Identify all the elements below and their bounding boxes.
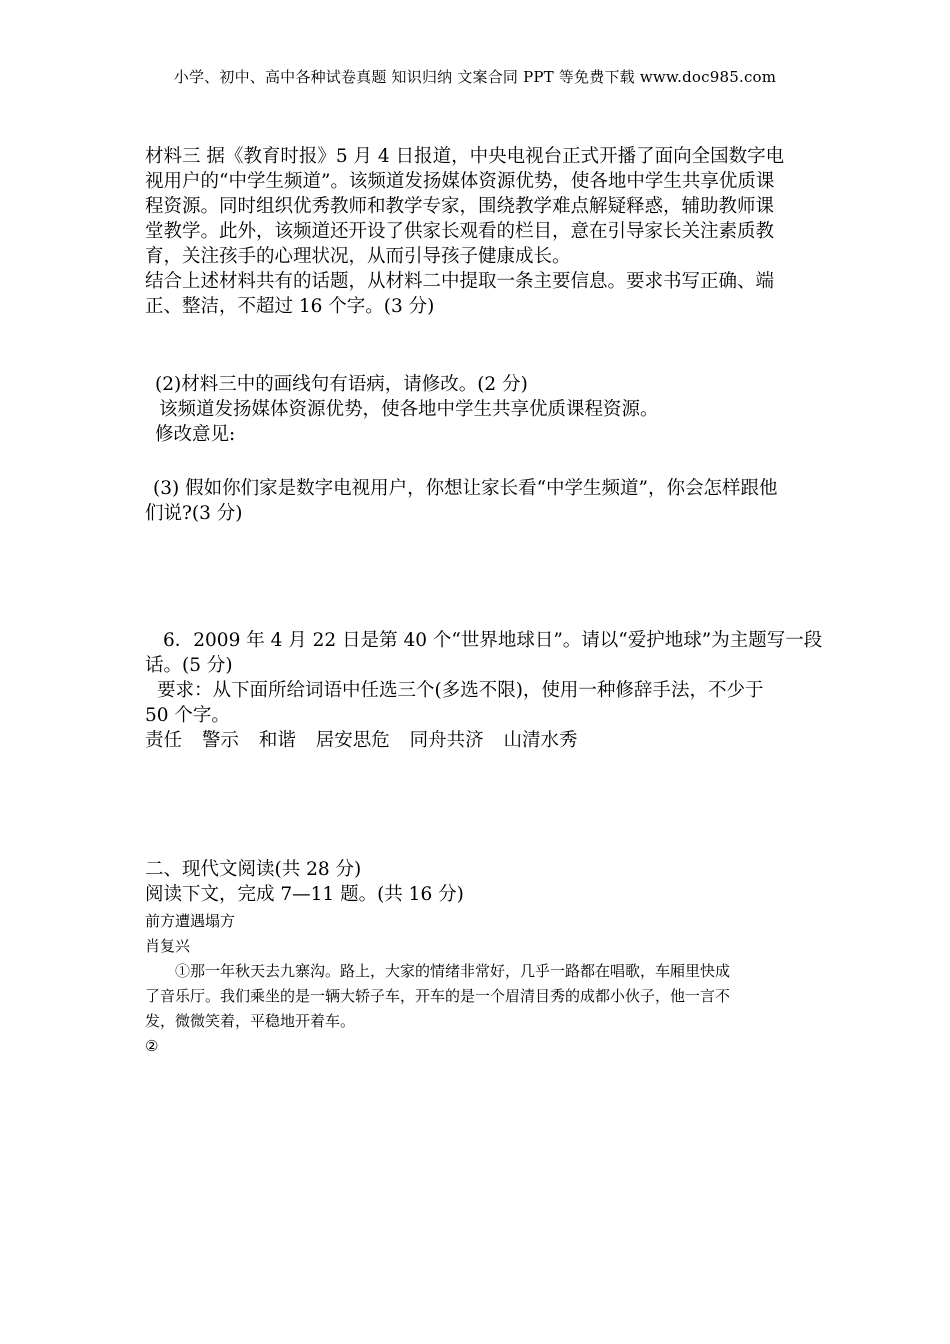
- article: [145, 909, 810, 1059]
- question-3: [145, 476, 810, 526]
- question-instruction-line: 正、整洁，不超过 16 个字。(3 分): [145, 296, 435, 317]
- article-paragraph-marker: ②: [145, 1037, 159, 1055]
- question-2-sentence: 该频道发扬媒体资源优势，使各地中学生共享优质课程资源。: [159, 399, 659, 420]
- word-item: 同舟共济: [409, 730, 484, 751]
- material-three-line: 育，关注孩手的心理状况，从而引导孩子健康成长。: [145, 246, 571, 267]
- question-2: [155, 372, 820, 447]
- article-paragraph-line: 了音乐厅。我们乘坐的是一辆大轿子车，开车的是一个眉清目秀的成都小伙子，他一言不: [145, 987, 731, 1005]
- word-item: 山清水秀: [503, 730, 578, 751]
- article-paragraph-line: ①那一年秋天去九寨沟。路上，大家的情绪非常好，几乎一路都在唱歌，车厢里快成: [175, 962, 731, 980]
- question-instruction-line: 结合上述材料共有的话题，从材料二中提取一条主要信息。要求书写正确、端: [145, 271, 775, 292]
- word-list: [145, 728, 810, 753]
- material-three: [145, 144, 810, 319]
- word-item: 责任: [145, 730, 183, 751]
- revision-label: 修改意见:: [155, 424, 236, 445]
- reading-instruction: 阅读下文，完成 7—11 题。(共 16 分): [145, 884, 464, 905]
- section-two-header: [145, 857, 810, 907]
- question-6: [145, 628, 823, 753]
- question-2-title: (2)材料三中的画线句有语病，请修改。(2 分): [155, 374, 528, 395]
- word-item: 警示: [201, 730, 239, 751]
- material-three-line: 视用户的“中学生频道”。该频道发扬媒体资源优势，使各地中学生共享优质课: [145, 171, 775, 192]
- question-3-line: (3) 假如你们家是数字电视用户，你想让家长看“中学生频道”，你会怎样跟他: [153, 478, 778, 499]
- word-item: 和谐: [258, 730, 296, 751]
- material-three-line: 堂教学。此外，该频道还开设了供家长观看的栏目，意在引导家长关注素质教: [145, 221, 775, 242]
- material-three-line: 材料三 据《教育时报》5 月 4 日报道，中央电视台正式开播了面向全国数字电: [145, 146, 785, 167]
- question-3-line: 们说?(3 分): [145, 503, 243, 524]
- material-three-line: 程资源。同时组织优秀教师和教学专家，围绕教学难点解疑释惑，辅助教师课: [145, 196, 775, 217]
- section-title: 二、现代文阅读(共 28 分): [145, 859, 362, 880]
- question-6-requirement: 要求：从下面所给词语中任选三个(多选不限)，使用一种修辞手法，不少于: [157, 680, 764, 701]
- word-item: 居安思危: [315, 730, 390, 751]
- question-6-requirement: 50 个字。: [145, 705, 230, 726]
- article-title: 前方遭遇塌方: [145, 912, 236, 930]
- article-author: 肖复兴: [145, 937, 191, 955]
- question-6-line: 话。(5 分): [145, 655, 233, 676]
- question-6-line: 6．2009 年 4 月 22 日是第 40 个“世界地球日”。请以“爱护地球”为主题写一段: [163, 630, 823, 651]
- article-paragraph-line: 发，微微笑着，平稳地开着车。: [145, 1012, 356, 1030]
- page-header: 小学、初中、高中各种试卷真题 知识归纳 文案合同 PPT 等免费下载 www.doc985.com: [173, 68, 777, 86]
